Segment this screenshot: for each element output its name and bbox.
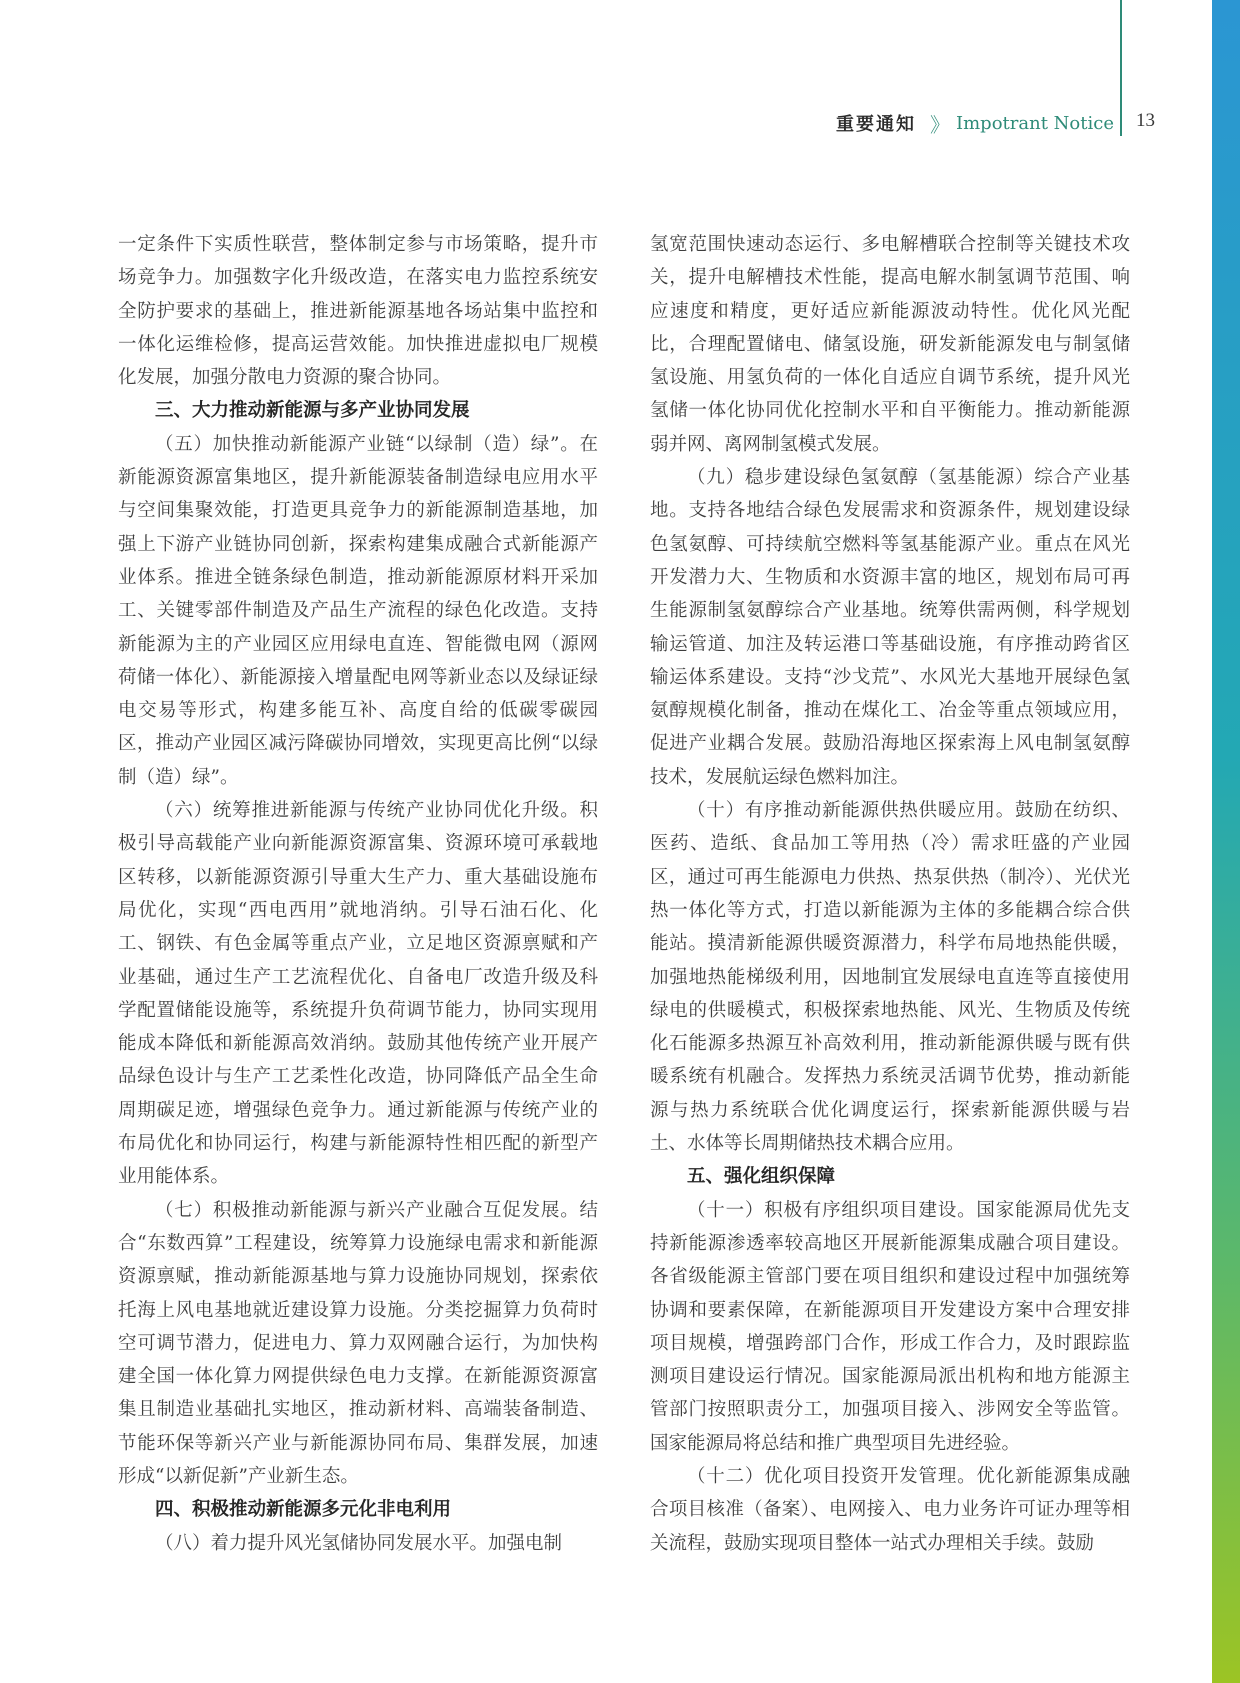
paragraph: （八）着力提升风光氢储协同发展水平。加强电制: [155, 1532, 563, 1554]
page-number: 13: [1136, 110, 1155, 131]
paragraph: （十）有序推动新能源供热供暖应用。鼓励在纺织、医药、造纸、食品加工等用热（冷）需求旺盛的产业园区，通过可再生能源电力供热、热泵供热（制冷）、光伏光热一体化等方式，打造以新能源为主体的多能耦合综合供能站。摸清新能源供暖资源潜力，科学布局地热能供暖，加强地热能梯级利用，因地制宜发展绿电直连等直接使用绿电的供暖模式，积极探索地热能、风光、生物质及传统化石能源多热源互补高效利用，推动新能源供暖与既有供暖系统有机融合。发挥热力系统灵活调节优势，推动新能源与热力系统联合优化调度运行，探索新能源供暖与岩土、水体等长周期储热技术耦合应用。: [650, 800, 1130, 1155]
paragraph: （十二）优化项目投资开发管理。优化新能源集成融合项目核准（备案）、电网接入、电力业务许可证办理等相关流程，鼓励实现项目整体一站式办理相关手续。鼓励: [650, 1465, 1130, 1554]
paragraph: （九）稳步建设绿色氢氨醇（氢基能源）综合产业基地。支持各地结合绿色发展需求和资源条件，规划建设绿色氢氨醇、可持续航空燃料等氢基能源产业。重点在风光开发潜力大、生物质和水资源丰富的地区，规划布局可再生能源制氢氨醇综合产业基地。统筹供需两侧，科学规划输运管道、加注及转运港口等基础设施，有序推动跨省区输运体系建设。支持“沙戈荒”、水风光大基地开展绿色氢氨醇规模化制备，推动在煤化工、冶金等重点领域应用，促进产业耦合发展。鼓励沿海地区探索海上风电制氢氨醇技术，发展航运绿色燃料加注。: [650, 467, 1130, 788]
section-heading: 三、大力推动新能源与多产业协同发展: [155, 400, 470, 422]
running-header: [836, 110, 1155, 137]
side-gradient-bar: [1212, 0, 1240, 1683]
left-column: [118, 228, 598, 1560]
section-heading: 四、积极推动新能源多元化非电利用: [155, 1499, 452, 1521]
header-divider: [1120, 0, 1122, 136]
paragraph: 一定条件下实质性联营，整体制定参与市场策略，提升市场竞争力。加强数字化升级改造，在落实电力监控系统安全防护要求的基础上，推进新能源基地各场站集中监控和一体化运维检修，提高运营效能。加快推进虚拟电厂规模化发展，加强分散电力资源的聚合协同。: [118, 234, 598, 389]
paragraph: （五）加快推动新能源产业链“以绿制（造）绿”。在新能源资源富集地区，提升新能源装备制造绿电应用水平与空间集聚效能，打造更具竞争力的新能源制造基地，加强上下游产业链协同创新，探索构建集成融合式新能源产业体系。推进全链条绿色制造，推动新能源原材料开采加工、关键零部件制造及产品生产流程的绿色化改造。支持新能源为主的产业园区应用绿电直连、智能微电网（源网荷储一体化）、新能源接入增量配电网等新业态以及绿证绿电交易等形式，构建多能互补、高度自给的低碳零碳园区，推动产业园区减污降碳协同增效，实现更高比例“以绿制（造）绿”。: [118, 433, 598, 788]
header-title-en: Impotrant Notice: [956, 112, 1114, 134]
paragraph: （七）积极推动新能源与新兴产业融合互促发展。结合“东数西算”工程建设，统筹算力设施绿电需求和新能源资源禀赋，推动新能源基地与算力设施协同规划，探索依托海上风电基地就近建设算力设施。分类挖掘算力负荷时空可调节潜力，促进电力、算力双网融合运行，为加快构建全国一体化算力网提供绿色电力支撑。在新能源资源富集且制造业基础扎实地区，推动新材料、高端装备制造、节能环保等新兴产业与新能源协同布局、集群发展，加速形成“以新促新”产业新生态。: [118, 1199, 598, 1487]
paragraph: （十一）积极有序组织项目建设。国家能源局优先支持新能源渗透率较高地区开展新能源集成融合项目建设。各省级能源主管部门要在项目组织和建设过程中加强统筹协调和要素保障，在新能源项目开发建设方案中合理安排项目规模，增强跨部门合作，形成工作合力，及时跟踪监测项目建设运行情况。国家能源局派出机构和地方能源主管部门按照职责分工，加强项目接入、涉网安全等监管。国家能源局将总结和推广典型项目先进经验。: [650, 1199, 1130, 1454]
double-chevron-icon: 》: [930, 112, 950, 137]
section-heading: 五、强化组织保障: [687, 1166, 836, 1188]
right-column: [650, 228, 1130, 1560]
paragraph: 氢宽范围快速动态运行、多电解槽联合控制等关键技术攻关，提升电解槽技术性能，提高电解水制氢调节范围、响应速度和精度，更好适应新能源波动特性。优化风光配比，合理配置储电、储氢设施，研发新能源发电与制氢储氢设施、用氢负荷的一体化自适应自调节系统，提升风光氢储一体化协同优化控制水平和自平衡能力。推动新能源弱并网、离网制氢模式发展。: [650, 234, 1130, 455]
paragraph: （六）统筹推进新能源与传统产业协同优化升级。积极引导高载能产业向新能源资源富集、资源环境可承载地区转移，以新能源资源引导重大生产力、重大基础设施布局优化，实现“西电西用”就地消纳。引导石油石化、化工、钢铁、有色金属等重点产业，立足地区资源禀赋和产业基础，通过生产工艺流程优化、自备电厂改造升级及科学配置储能设施等，系统提升负荷调节能力，协同实现用能成本降低和新能源高效消纳。鼓励其他传统产业开展产品绿色设计与生产工艺柔性化改造，协同降低产品全生命周期碳足迹，增强绿色竞争力。通过新能源与传统产业的布局优化和协同运行，构建与新能源特性相匹配的新型产业用能体系。: [118, 800, 598, 1188]
header-title-cn: 重要通知: [836, 114, 916, 135]
